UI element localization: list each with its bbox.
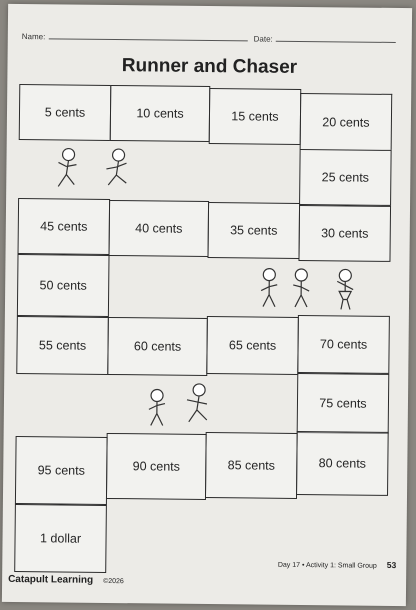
board-cell-90-cents: 90 cents — [106, 433, 207, 500]
brand-logo-text: Catapult Learning — [8, 573, 94, 586]
footer-brand — [8, 574, 124, 586]
game-board — [2, 4, 412, 606]
footer-activity — [278, 559, 397, 570]
board-cell-1-dollar: 1 dollar — [14, 504, 107, 573]
worksheet-page — [2, 4, 412, 606]
runner-chaser-illustration — [139, 379, 230, 432]
board-cell-5-cents: 5 cents — [19, 84, 112, 141]
board-cell-60-cents: 60 cents — [107, 317, 208, 376]
board-cell-35-cents: 35 cents — [207, 202, 300, 259]
board-cell-50-cents: 50 cents — [17, 254, 110, 317]
board-cell-20-cents: 20 cents — [300, 93, 393, 150]
page-number: 53 — [386, 559, 397, 570]
copyright: ©2026 — [103, 577, 124, 586]
board-cell-85-cents: 85 cents — [205, 432, 298, 499]
board-cell-75-cents: 75 cents — [297, 373, 390, 434]
board-cell-95-cents: 95 cents — [15, 436, 108, 505]
page-title: Runner and Chaser — [121, 55, 298, 78]
runner-chaser-illustration — [255, 265, 366, 316]
board-cell-40-cents: 40 cents — [109, 200, 210, 257]
board-cell-55-cents: 55 cents — [16, 316, 109, 375]
board-cell-65-cents: 65 cents — [206, 316, 299, 375]
runner-chaser-illustration — [46, 144, 147, 197]
name-label: Name: — [21, 32, 46, 42]
activity-label: Day 17 • Activity 1: Small Group — [277, 561, 377, 570]
date-label: Date: — [253, 34, 273, 44]
board-cell-45-cents: 45 cents — [18, 198, 111, 255]
board-cell-15-cents: 15 cents — [209, 88, 302, 145]
board-cell-80-cents: 80 cents — [296, 431, 389, 496]
board-cell-25-cents: 25 cents — [299, 149, 392, 206]
board-cell-70-cents: 70 cents — [297, 315, 390, 374]
board-cell-30-cents: 30 cents — [298, 205, 391, 262]
board-cell-10-cents: 10 cents — [110, 85, 211, 142]
